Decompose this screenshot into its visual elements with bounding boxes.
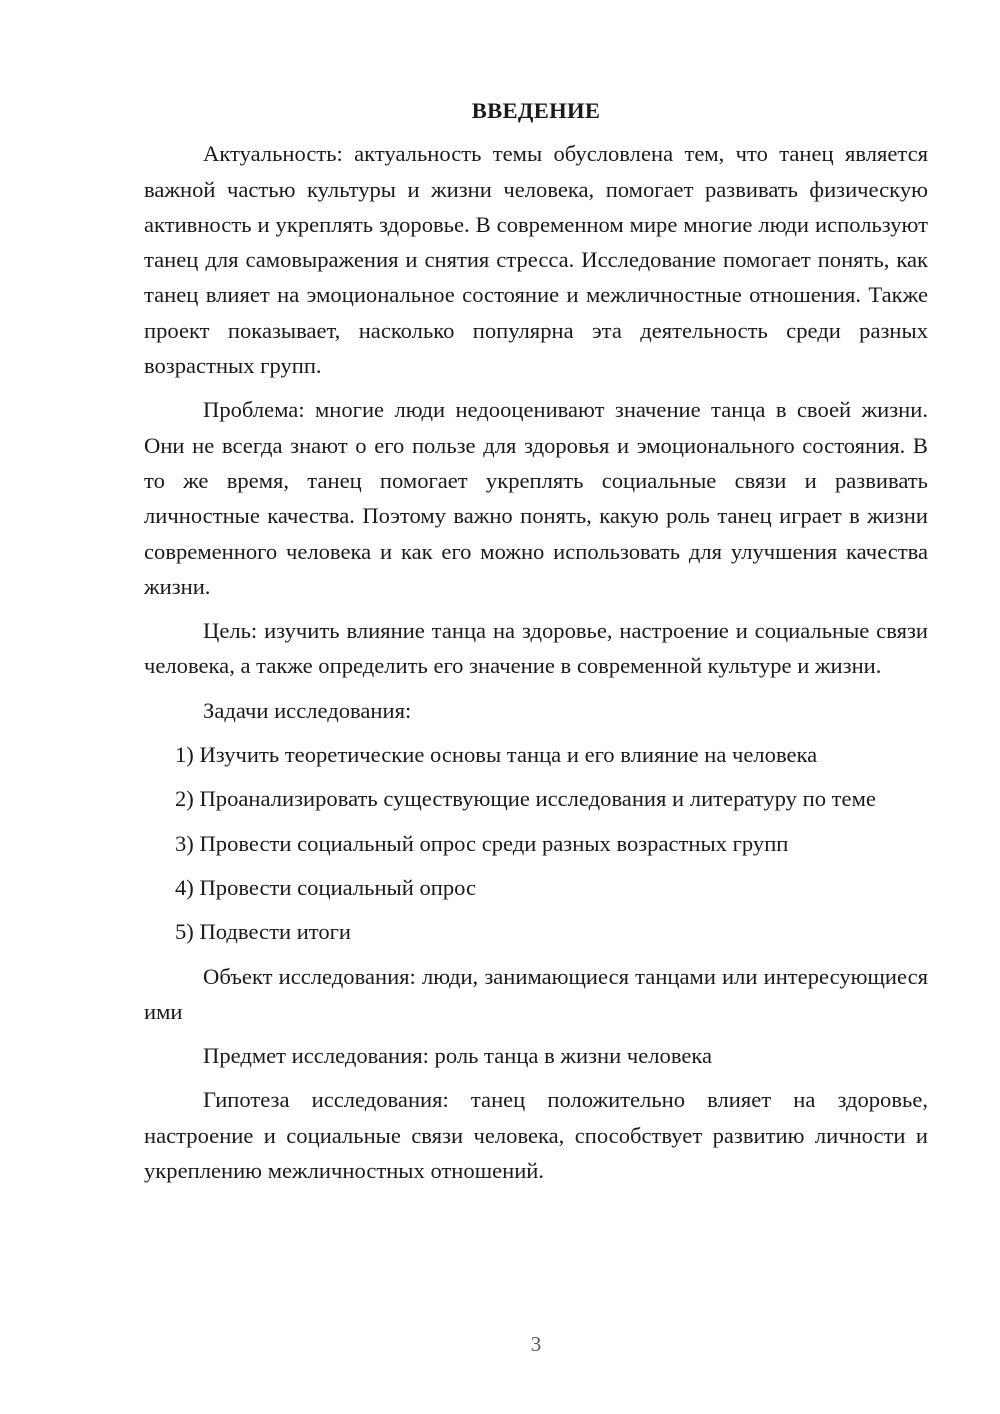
paragraph-object: Объект исследования: люди, занимающиеся танцами или интересующиеся ими bbox=[144, 963, 928, 1024]
task-item-5: 5) Подвести итоги bbox=[175, 919, 352, 945]
page-number: 3 bbox=[530, 1332, 542, 1356]
paragraph-relevance: Актуальность: актуальность темы обусловлена тем, что танец является важной частью культуры и жизни человека, помогает развивать физическую активность и укреплять здоровье. В современном мире многие люди используют танец для самовыражения и снятия стресса. Исследование помогает понять, как танец влияет на эмоциональное состояние и межличностные отношения. Также проект показывает, насколько популярна эта деятельность среди разных возрастных групп. bbox=[144, 141, 928, 379]
paragraph-hypothesis: Гипотеза исследования: танец положительно влияет на здоровье, настроение и социальные связи человека, способствует развитию личности и укреплению межличностных отношений. bbox=[144, 1087, 928, 1184]
page-title: ВВЕДЕНИЕ bbox=[471, 98, 601, 123]
task-list bbox=[144, 737, 928, 949]
task-item-1: 1) Изучить теоретические основы танца и его влияние на человека bbox=[175, 742, 818, 768]
paragraph-subject: Предмет исследования: роль танца в жизни человека bbox=[203, 1043, 713, 1069]
task-item-2: 2) Проанализировать существующие исследования и литературу по теме bbox=[175, 786, 876, 812]
task-item-4: 4) Провести социальный опрос bbox=[175, 874, 477, 900]
page-content bbox=[144, 93, 928, 1197]
paragraph-problem: Проблема: многие люди недооценивают значение танца в своей жизни. Они не всегда знают о его пользе для здоровья и эмоционального состояния. В то же время, танец помогает укреплять социальные связи и развивать личностные качества. Поэтому важно понять, какую роль танец играет в жизни современного человека и как его можно использовать для улучшения качества жизни. bbox=[144, 397, 928, 599]
task-item-3: 3) Провести социальный опрос среди разных возрастных групп bbox=[175, 830, 789, 856]
paragraph-goal: Цель: изучить влияние танца на здоровье, настроение и социальные связи человека, а также определить его значение в современной культуре и жизни. bbox=[144, 618, 928, 679]
tasks-heading: Задачи исследования: bbox=[203, 697, 412, 723]
